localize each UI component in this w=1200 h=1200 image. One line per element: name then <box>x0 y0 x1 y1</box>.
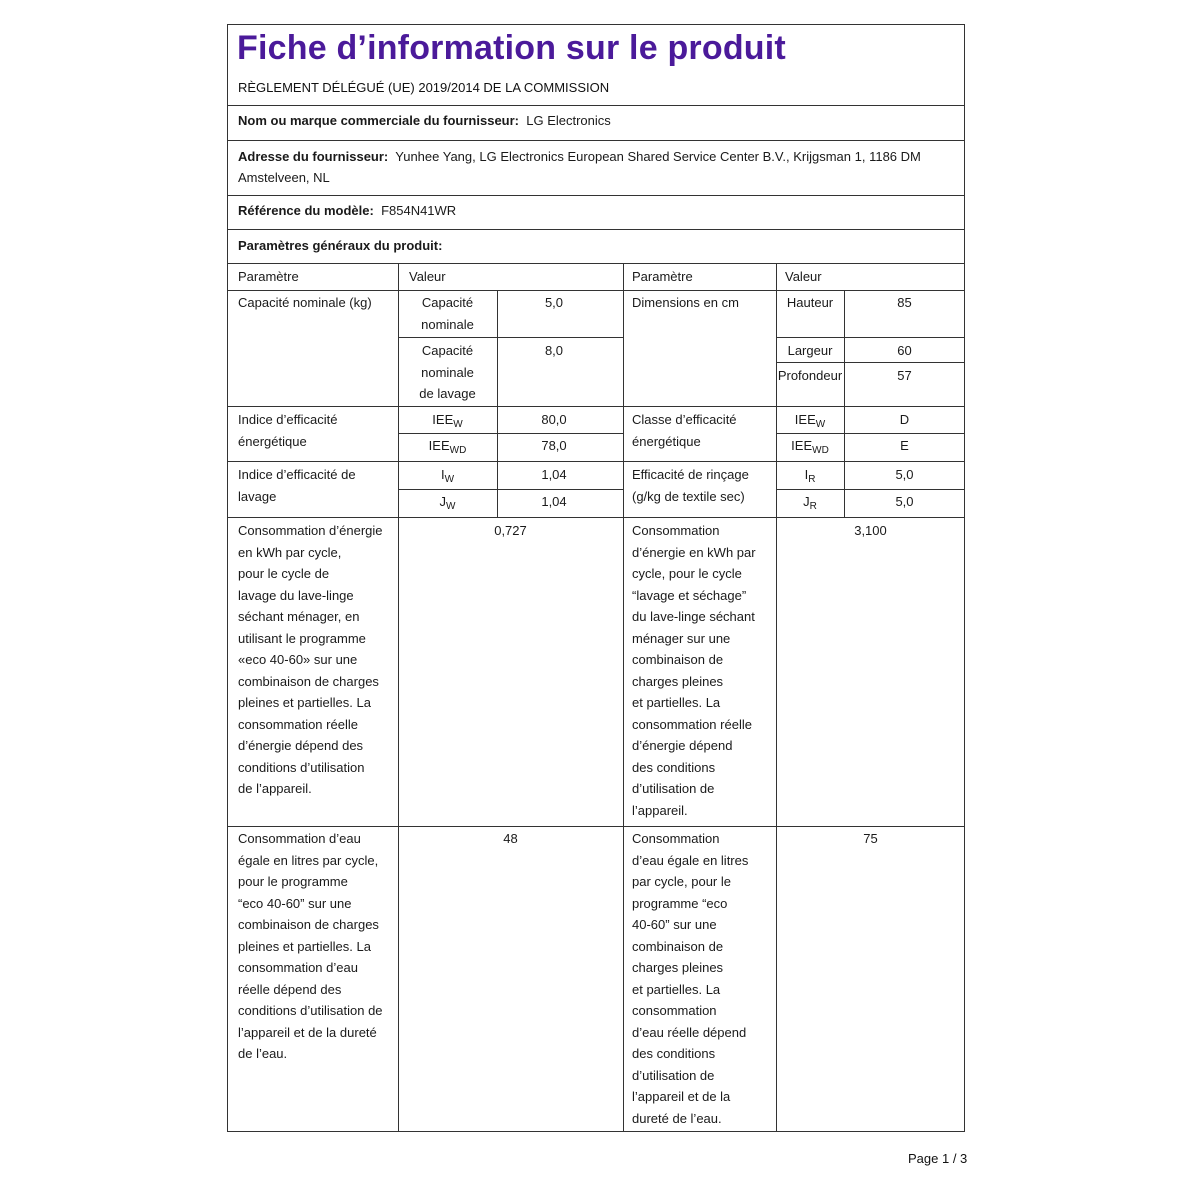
width-value: 60 <box>897 343 912 358</box>
dimensions-label: Dimensions en cm <box>632 295 739 310</box>
class-w-value: D <box>899 412 910 427</box>
rinsing-inner-divider <box>776 489 965 490</box>
model-reference-value: F854N41WR <box>381 203 457 218</box>
capacity-sub2-value: 8,0 <box>544 343 564 358</box>
capacity-sub1-line1: Capacité <box>421 295 474 310</box>
class-wd-symbol <box>776 435 844 459</box>
water-wash-line: combinaison de charges <box>238 917 379 932</box>
header-value-left: Valeur <box>409 269 446 284</box>
supplier-name-row <box>228 106 964 141</box>
washing-i-sym: I <box>440 467 445 482</box>
water-wash-dry-line: combinaison de <box>632 938 724 954</box>
energy-wash-dry-line: consommation réelle <box>632 716 752 732</box>
energy-wash-line: conditions d’utilisation <box>238 759 365 775</box>
rinsing-i-value: 5,0 <box>895 467 914 482</box>
water-wash-dry-line: Consommation <box>632 831 720 846</box>
page-number: Page 1 / 3 <box>908 1151 968 1166</box>
rinsing-label-line2: (g/kg de textile sec) <box>632 488 745 504</box>
washing-j-value: 1,04 <box>541 494 567 509</box>
rinsing-j-sub: R <box>809 501 817 512</box>
height-inner-divider <box>776 337 965 338</box>
product-information-sheet <box>227 24 965 1132</box>
washing-i-symbol <box>398 464 497 488</box>
header-param-left: Paramètre <box>238 269 299 284</box>
height-label: Hauteur <box>786 295 834 310</box>
water-wash-line: consommation d’eau <box>238 960 358 975</box>
page-title: Fiche d’information sur le produit <box>237 29 786 67</box>
width-inner-divider <box>776 362 965 363</box>
energy-wash-dry-line: charges pleines <box>632 673 724 689</box>
energy-wash-line: lavage du lave-linge <box>238 587 354 603</box>
water-wash-line: “eco 40-60” sur une <box>238 895 352 911</box>
energy-wash-line: consommation réelle <box>238 716 358 732</box>
supplier-address-line2: Amstelveen, NL <box>238 170 330 185</box>
capacity-sub2-label <box>398 340 497 405</box>
energy-wash-dry-line: d’utilisation de <box>632 781 715 796</box>
energy-wash-dry-description <box>632 520 776 821</box>
energy-wash-line: «eco 40-60» sur une <box>238 652 358 667</box>
water-wash-dry-line: d’eau égale en litres <box>632 852 749 868</box>
water-wash-dry-value: 75 <box>863 831 878 846</box>
eei-wd-symbol <box>398 435 497 459</box>
water-wash-dry-line: d’utilisation de <box>632 1067 715 1083</box>
energy-wash-dry-line: d’énergie en kWh par <box>632 544 756 560</box>
eei-inner-divider <box>398 433 623 434</box>
class-w-sym: IEE <box>794 412 816 427</box>
supplier-address-row <box>228 141 964 196</box>
energy-wash-dry-line: du lave-linge séchant <box>632 609 755 624</box>
water-wash-line: pleines et partielles. La <box>238 938 371 954</box>
rinsing-j-value: 5,0 <box>895 494 914 509</box>
depth-label: Profondeur <box>777 368 843 383</box>
class-wd-value: E <box>900 438 909 453</box>
column-divider-2 <box>623 264 624 1132</box>
energy-wash-line: en kWh par cycle, <box>238 544 342 560</box>
rinsing-label-line1: Efficacité de rinçage <box>632 467 749 482</box>
energy-wash-line: pour le cycle de <box>238 566 330 581</box>
table-header-divider <box>228 290 965 291</box>
water-wash-line: pour le programme <box>238 874 348 889</box>
eei-label-line1: Indice d’efficacité <box>238 412 338 427</box>
energy-wash-dry-value: 3,100 <box>854 523 887 538</box>
energy-wash-dry-line: et partielles. La <box>632 695 721 710</box>
energy-wash-dry-line: l’appareil. <box>632 802 688 818</box>
energy-wash-description <box>238 520 398 800</box>
water-wash-value: 48 <box>503 831 518 846</box>
capacity-sub1-label <box>398 292 497 335</box>
washing-i-value: 1,04 <box>541 467 567 482</box>
capacity-inner-divider <box>398 337 623 338</box>
water-wash-dry-line: 40-60” sur une <box>632 917 717 932</box>
energy-class-label-line2: énergétique <box>632 433 701 449</box>
model-reference-field <box>238 200 456 221</box>
capacity-sub2-line1: Capacité <box>421 343 474 358</box>
capacity-sub1-line2: nominale <box>421 316 474 332</box>
supplier-name-field <box>238 110 611 131</box>
energy-wash-dry-line: “lavage et séchage” <box>632 587 747 603</box>
water-wash-line: l’appareil et de la dureté <box>238 1024 377 1040</box>
energy-wash-dry-line: cycle, pour le cycle <box>632 566 742 581</box>
energy-wash-line: de l’appareil. <box>238 781 312 796</box>
energy-wash-dry-line: combinaison de <box>632 652 724 667</box>
water-wash-dry-line: consommation <box>632 1003 717 1018</box>
energy-wash-value: 0,727 <box>494 523 527 538</box>
washing-i-sub: W <box>444 474 455 485</box>
water-wash-dry-line: des conditions <box>632 1046 716 1061</box>
general-parameters-row <box>228 230 964 264</box>
rinsing-label <box>632 464 749 507</box>
water-wash-line: Consommation d’eau <box>238 831 361 846</box>
energy-wash-line: séchant ménager, en <box>238 609 360 624</box>
supplier-address-label: Adresse du fournisseur: <box>238 149 389 164</box>
class-wd-sym: IEE <box>791 438 813 453</box>
energy-wash-dry-line: des conditions <box>632 759 716 775</box>
capacity-label: Capacité nominale (kg) <box>238 295 372 310</box>
water-wash-line: de l’eau. <box>238 1046 288 1061</box>
water-wash-description <box>238 828 398 1065</box>
water-wash-dry-line: d’eau réelle dépend <box>632 1024 747 1040</box>
width-label: Largeur <box>787 343 833 358</box>
energy-wash-line: pleines et partielles. La <box>238 695 371 710</box>
energy-wash-line: utilisant le programme <box>238 630 366 646</box>
washing-j-sym: J <box>439 494 447 509</box>
capacity-sub1-value: 5,0 <box>544 295 564 310</box>
capacity-sub2-line2: nominale <box>421 364 474 380</box>
eei-wd-sym: IEE <box>428 438 450 453</box>
water-wash-dry-line: et partielles. La <box>632 981 721 997</box>
rinsing-i-symbol <box>776 464 844 488</box>
water-wash-dry-line: l’appareil et de la <box>632 1089 731 1104</box>
rinsing-j-symbol <box>776 491 844 515</box>
model-reference-row <box>228 196 964 230</box>
eei-wd-sub: WD <box>449 445 467 456</box>
energy-wash-dry-line: Consommation <box>632 523 720 538</box>
water-wash-line: conditions d’utilisation de <box>238 1003 383 1018</box>
supplier-name-value: LG Electronics <box>526 113 611 128</box>
water-wash-dry-line: charges pleines <box>632 960 724 975</box>
water-wash-line: égale en litres par cycle, <box>238 852 379 868</box>
energy-class-label-line1: Classe d’efficacité <box>632 412 737 427</box>
eei-w-sub: W <box>453 419 463 430</box>
height-value: 85 <box>897 295 912 310</box>
eei-w-value: 80,0 <box>541 412 567 427</box>
washing-label <box>238 464 356 507</box>
depth-value: 57 <box>897 368 912 383</box>
header-param-right: Paramètre <box>632 269 693 284</box>
supplier-address-line1: Yunhee Yang, LG Electronics European Shared Service Center B.V., Krijgsman 1, 1186 DM <box>395 149 921 164</box>
energy-wash-dry-line: d’énergie dépend <box>632 738 733 753</box>
model-reference-label: Référence du modèle: <box>238 203 374 218</box>
washing-label-line1: Indice d’efficacité de <box>238 467 356 482</box>
capacity-row-divider <box>228 406 965 407</box>
washing-j-sub: W <box>446 501 456 512</box>
water-wash-line: réelle dépend des <box>238 981 342 997</box>
rinsing-i-sub: R <box>808 474 816 485</box>
supplier-name-label: Nom ou marque commerciale du fournisseur: <box>238 113 520 128</box>
column-divider-3 <box>776 264 777 1132</box>
energy-class-label <box>632 409 737 452</box>
water-wash-dry-description <box>632 828 776 1129</box>
eei-label <box>238 409 338 452</box>
eei-w-sym: IEE <box>432 412 454 427</box>
class-inner-divider <box>776 433 965 434</box>
energy-row-divider <box>228 826 965 827</box>
washing-label-line2: lavage <box>238 488 277 504</box>
rinsing-j-sym: J <box>803 494 810 509</box>
class-wd-sub: WD <box>812 445 829 456</box>
washing-j-symbol <box>398 491 497 515</box>
capacity-sub2-line3: de lavage <box>419 386 476 401</box>
supplier-address-field <box>238 146 921 188</box>
eei-wd-value: 78,0 <box>541 438 567 453</box>
energy-wash-line: combinaison de charges <box>238 673 379 689</box>
class-w-symbol <box>776 409 844 433</box>
energy-wash-dry-line: ménager sur une <box>632 630 731 646</box>
energy-wash-line: d’énergie dépend des <box>238 738 364 753</box>
eei-label-line2: énergétique <box>238 433 307 449</box>
eei-w-symbol <box>398 409 497 433</box>
washing-inner-divider <box>398 489 623 490</box>
regulation-reference: RÈGLEMENT DÉLÉGUÉ (UE) 2019/2014 DE LA COMMISSION <box>238 80 610 95</box>
water-wash-dry-line: dureté de l’eau. <box>632 1110 722 1126</box>
title-block <box>228 25 964 106</box>
header-value-right: Valeur <box>785 269 822 284</box>
class-w-sub: W <box>815 419 826 430</box>
water-wash-dry-line: programme “eco <box>632 895 728 911</box>
eei-row-divider <box>228 461 965 462</box>
water-wash-dry-line: par cycle, pour le <box>632 874 731 889</box>
energy-wash-line: Consommation d’énergie <box>238 523 383 538</box>
general-parameters-label: Paramètres généraux du produit: <box>238 238 443 253</box>
rinsing-i-sym: I <box>804 467 809 482</box>
washing-row-divider <box>228 517 965 518</box>
